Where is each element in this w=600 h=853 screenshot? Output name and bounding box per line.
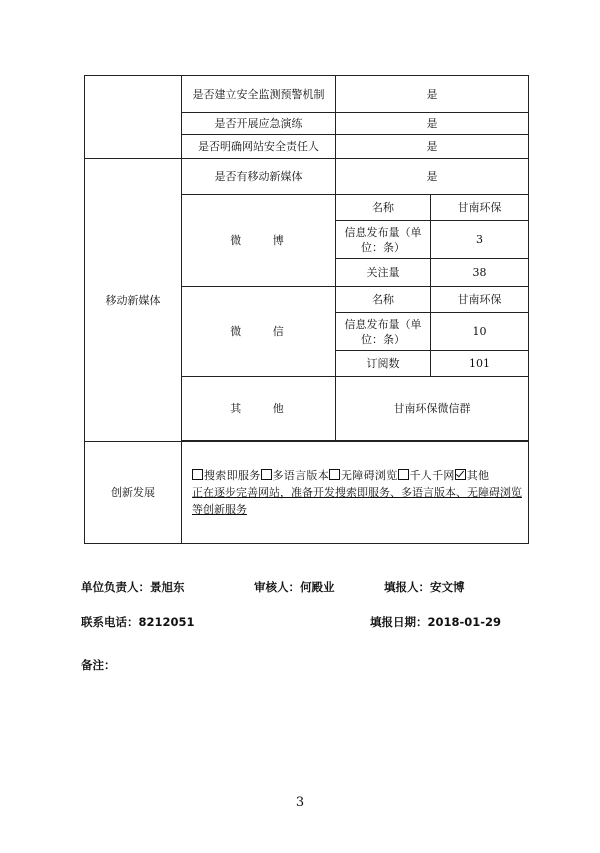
weibo-name-value: 甘南环保 — [431, 195, 529, 221]
contact-phone: 联系电话：8212051 — [81, 615, 195, 629]
option-multilingual[interactable]: 多语言版本 — [261, 469, 330, 482]
checkbox-checked-icon[interactable] — [455, 469, 466, 480]
checkbox-icon[interactable] — [329, 469, 340, 480]
security-warning-value: 是 — [336, 76, 529, 113]
security-warning-label: 是否建立安全监测预警机制 — [182, 76, 336, 113]
emergency-drill-label: 是否开展应急演练 — [182, 113, 336, 135]
weibo-posts-label: 信息发布量（单位：条） — [336, 221, 431, 259]
unit-head: 单位负责人：景旭东 — [81, 580, 185, 594]
weixin-name-label: 名称 — [336, 287, 431, 313]
weixin-label: 微 信 — [182, 287, 336, 377]
has-media-label: 是否有移动新媒体 — [182, 159, 336, 195]
section-new-media-label: 移动新媒体 — [85, 159, 182, 442]
reviewer: 审核人：何殿业 — [254, 580, 335, 594]
weixin-subs-value: 101 — [431, 351, 529, 377]
fill-date: 填报日期：2018-01-29 — [370, 615, 502, 629]
checkbox-icon[interactable] — [261, 469, 272, 480]
checkbox-icon[interactable] — [192, 469, 203, 480]
security-owner-value: 是 — [336, 135, 529, 159]
remarks: 备注： — [81, 658, 116, 672]
weixin-posts-value: 10 — [431, 313, 529, 351]
weixin-subs-label: 订阅数 — [336, 351, 431, 377]
weixin-name-value: 甘南环保 — [431, 287, 529, 313]
page-number: 3 — [295, 795, 305, 810]
innovation-cell — [182, 442, 529, 544]
other-value: 甘南环保微信群 — [336, 377, 529, 441]
weibo-followers-value: 38 — [431, 259, 529, 287]
weibo-name-label: 名称 — [336, 195, 431, 221]
innovation-options — [192, 467, 522, 484]
section-innovation-label: 创新发展 — [85, 442, 182, 544]
filler: 填报人：安文博 — [384, 580, 465, 594]
has-media-value: 是 — [336, 159, 529, 195]
report-table — [84, 75, 529, 544]
weibo-label: 微 博 — [182, 195, 336, 287]
section-security-cell — [85, 76, 182, 159]
innovation-note: 正在逐步完善网站，准备开发搜索即服务、多语言版本、无障碍浏览等创新服务 — [192, 486, 522, 516]
option-accessible-browsing[interactable]: 无障碍浏览 — [329, 469, 398, 482]
option-other[interactable]: 其他 — [455, 469, 490, 482]
security-owner-label: 是否明确网站安全责任人 — [182, 135, 336, 159]
weixin-posts-label: 信息发布量（单位：条） — [336, 313, 431, 351]
weibo-posts-value: 3 — [431, 221, 529, 259]
emergency-drill-value: 是 — [336, 113, 529, 135]
option-personalized-web[interactable]: 千人千网 — [398, 469, 455, 482]
other-label: 其 他 — [182, 377, 336, 441]
option-search-as-service[interactable]: 搜索即服务 — [192, 469, 261, 482]
checkbox-icon[interactable] — [398, 469, 409, 480]
weibo-followers-label: 关注量 — [336, 259, 431, 287]
